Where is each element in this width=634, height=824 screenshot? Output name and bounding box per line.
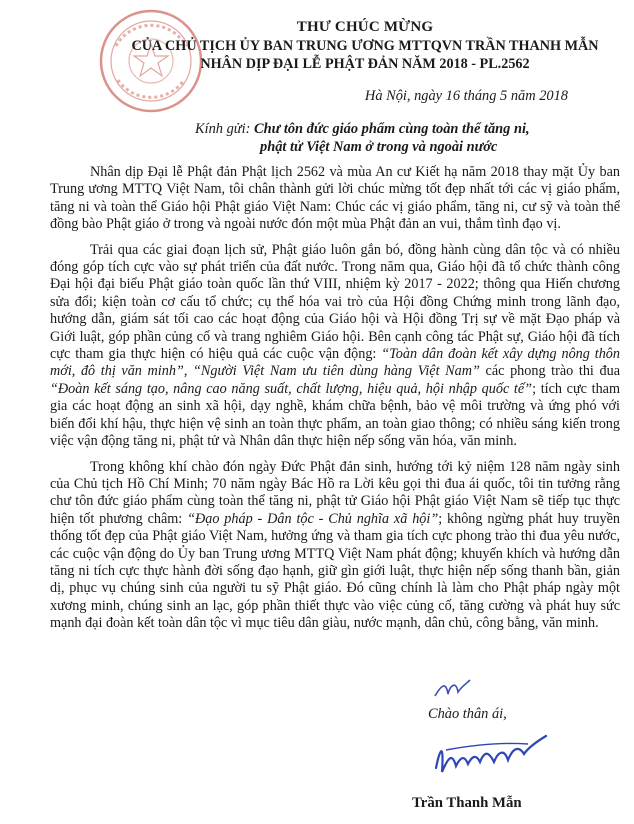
- letter-body: [50, 164, 620, 641]
- paragraph-1: Nhân dịp Đại lễ Phật đản Phật lịch 2562 và mùa An cư Kiết hạ năm 2018 thay mặt Ủy ban Trung ương MTTQ Việt Nam, tôi chân thành gửi lời chúc mừng tốt đẹp nhất tới các vị giáo phẩm, tăng ni và toàn thể Giáo hội Phật giáo Việt Nam: Chúc các vị giáo phẩm, tăng ni, cư sỹ và toàn thể đồng bào Phật giáo ở trong và ngoài nước đón một mùa Phật đản an vui, thắm tình đạo vị.: [50, 164, 620, 233]
- paragraph-2-text-a: Trải qua các giai đoạn lịch sử, Phật giáo luôn gắn bó, đồng hành cùng dân tộc và có nhiều đóng góp tích cực vào sự phát triển của đất nước. Trong năm qua, Giáo hội đã tổ chức thành công Đại hội đại biểu Phật giáo toàn quốc lần thứ VIII, nhiệm kỳ 2017 - 2022; thông qua Hiến chương sửa đổi; kiện toàn cơ cấu tổ chức; cụ thể hóa vai trò của Hội đồng Chứng minh trong lãnh đạo, hướng dẫn, giám sát tối cao các hoạt động của Giáo hội và Hội đồng Trị sự về mặt Đạo pháp và Giới luật, góp phần củng cố và trang nghiêm Giáo hội. Bên cạnh công tác Phật sự, Giáo hội đã tích cực tham gia thực hiện có hiệu quả các cuộc vận động:: [50, 241, 620, 363]
- date-line: Hà Nội, ngày 16 tháng 5 năm 2018: [364, 88, 568, 104]
- quote-motto: “Đạo pháp - Dân tộc - Chủ nghĩa xã hội”: [187, 510, 439, 527]
- paragraph-2-text-b: ,: [183, 363, 194, 380]
- paragraph-3-text-b: ; không ngừng phát huy truyền thống tốt đẹp của Phật giáo Việt Nam, hưởng ứng và tham gia tích cực phong trào thi đua yêu nước, các cuộc vận động do Ủy ban Trung ương MTTQ Việt Nam phát động; khuyến khích và hướng dẫn tăng ni tích cực thực hành đời sống đạo hạnh, giữ gìn giới luật, thực hiện nếp sống thanh bần, giản dị, phục vụ chúng sinh của người tu sỹ Phật giáo. Đó cũng chính là làm cho Phật pháp ngày một xương minh, chúng sinh an lạc, góp phần thiết thực vào việc củng cố, tăng cường và phát huy sức mạnh đại đoàn kết toàn dân tộc vì mục tiêu dân giàu, nước mạnh, dân chủ, công bằng, văn minh.: [50, 510, 620, 632]
- paragraph-3: [50, 459, 620, 633]
- quote-movement: “Đoàn kết sáng tạo, nâng cao năng suất, chất lượng, hiệu quả, hội nhập quốc tế”: [50, 380, 533, 397]
- paragraph-2-text-c: các phong trào thi đua: [479, 363, 621, 380]
- recipient-line-1: Chư tôn đức giáo phẩm cùng toàn thể tăng ni,: [254, 121, 530, 137]
- initial-mark-icon: [432, 676, 472, 702]
- paragraph-3-text-a: Trong không khí chào đón ngày Đức Phật đản sinh, hướng tới kỷ niệm 128 năm ngày sinh của Chủ tịch Hồ Chí Minh; 70 năm ngày Bác Hồ ra Lời kêu gọi thi đua ái quốc, tôi tin tưởng rằng chư tôn đức giáo phẩm cùng toàn thể tăng ni, phật tử Giáo hội Phật giáo Việt Nam sẽ tiếp tục thực hiện tốt phương châm:: [50, 458, 620, 527]
- quote-campaign-2: “Người Việt Nam ưu tiên dùng hàng Việt Nam”: [193, 363, 480, 380]
- letter-title: THƯ CHÚC MỪNG: [296, 19, 434, 35]
- paragraph-2: [50, 242, 620, 451]
- recipient-line-2: phật tử Việt Nam ở trong và ngoài nước: [260, 139, 498, 155]
- handwritten-signature-icon: [428, 728, 558, 784]
- recipient-block: [195, 120, 530, 156]
- letter-subtitle-author: CỦA CHỦ TỊCH ỦY BAN TRUNG ƯƠNG MTTQVN TRẦN THANH MẪN: [131, 38, 599, 54]
- letter-heading: [95, 18, 634, 73]
- paragraph-2-text-d: ; tích cực tham gia các hoạt động an sinh xã hội, dạy nghề, khám chữa bệnh, bảo vệ môi trường và ứng phó với biến đổi khí hậu, thực hiện vệ sinh an toàn thực phẩm, an toàn giao thông; có nhiều sáng kiến trong việc vận động tăng ni, phật tử và Nhân dân thực hiện nếp sống văn hóa, văn minh.: [50, 380, 620, 450]
- letter-subtitle-occasion: NHÂN DỊP ĐẠI LỄ PHẬT ĐẢN NĂM 2018 - PL.2562: [200, 56, 530, 72]
- signer-name: Trần Thanh Mẫn: [412, 795, 522, 811]
- closing-line: Chào thân ái,: [428, 706, 507, 722]
- quote-campaign-1: “Toàn dân đoàn kết xây dựng nông thôn mới, đô thị văn minh”: [50, 346, 620, 380]
- recipient-label: Kính gửi:: [195, 121, 251, 137]
